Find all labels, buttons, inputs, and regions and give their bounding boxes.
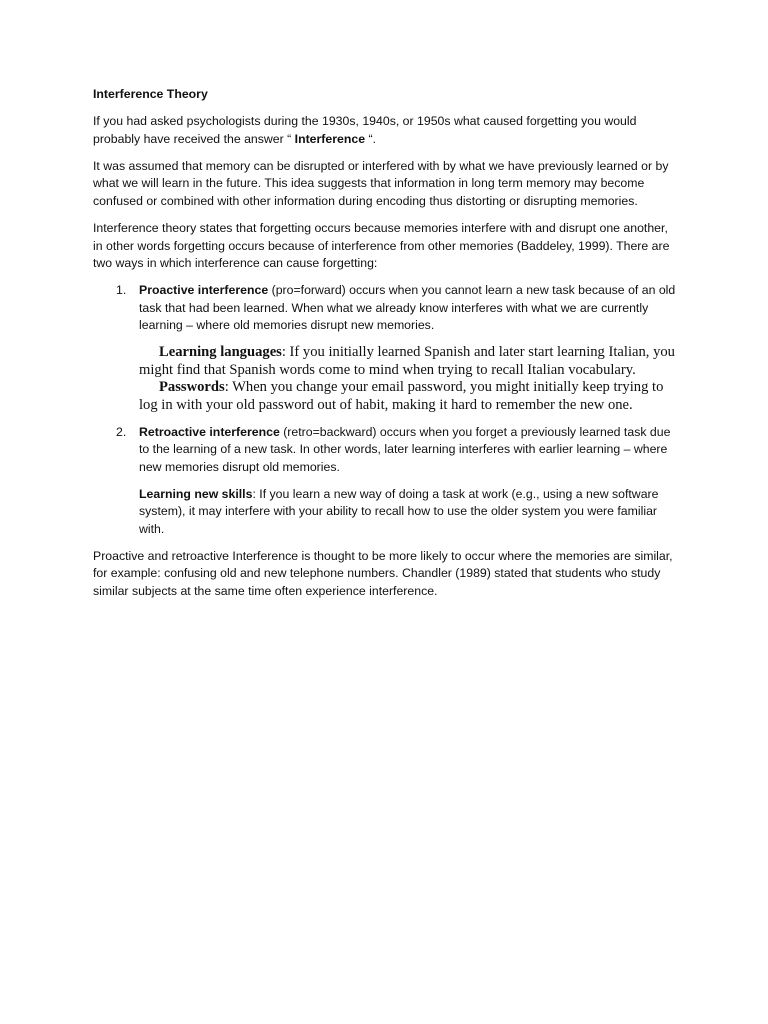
example-text: : If you learn a new way of doing a task at work (e.g., using a new software system), it may interfere with your ability to recall how to use the older system you were familiar with. <box>139 486 659 536</box>
list-number: 1. <box>116 283 127 298</box>
intro-text: If you had asked psychologists during the 1930s, 1940s, or 1950s what caused forgetting you would probably have received the answer “ <box>93 114 637 146</box>
paragraph-assumption: It was assumed that memory can be disrupted or interfered with by what we have previously learned or by what we will learn in the future. This idea suggests that information in long term memory may become confused or combined with other information during encoding thus distorting or disrupting memories. <box>93 158 669 208</box>
list-number: 2. <box>116 424 127 439</box>
example-learning-new-skills <box>139 486 678 539</box>
intro-paragraph <box>93 113 678 148</box>
document-title: Interference Theory <box>93 87 208 101</box>
proactive-examples <box>139 344 678 414</box>
retroactive-text: (retro=backward) occurs when you forget a previously learned task due to the learning of a new task. In other words, later learning interferes with earlier learning – where new memories disrupt old memories. <box>139 424 671 474</box>
retroactive-term: Retroactive interference <box>139 424 280 439</box>
example-passwords <box>139 379 678 414</box>
example-term: Passwords <box>159 379 225 396</box>
intro-bold-term: Interference <box>294 131 366 146</box>
list-item-retroactive <box>93 424 678 539</box>
example-term: Learning new skills <box>139 486 253 501</box>
intro-after: “. <box>365 131 376 146</box>
example-learning-languages <box>139 344 678 379</box>
interference-list <box>93 282 678 538</box>
proactive-text: (pro=forward) occurs when you cannot learn a new task because of an old task that had been learned. When what we already know interferes with what we are currently learning – where old memories disrupt new memories. <box>139 283 676 333</box>
paragraph-theory: Interference theory states that forgetting occurs because memories interfere with and disrupt one another, in other words forgetting occurs because of interference from other memories (Baddeley, 1999). There are two ways in which interference can cause forgetting: <box>93 220 670 271</box>
retroactive-description <box>139 424 678 477</box>
example-text: : If you initially learned Spanish and later start learning Italian, you might find that Spanish words come to mind when trying to recall Italian vocabulary. <box>139 344 675 378</box>
document-page <box>93 86 678 610</box>
list-item-proactive <box>93 282 678 414</box>
proactive-term: Proactive interference <box>139 283 269 298</box>
example-text: : When you change your email password, you might initially keep trying to log in with your old password out of habit, making it hard to remember the new one. <box>139 379 664 413</box>
example-term: Learning languages <box>159 344 282 361</box>
proactive-description <box>139 282 678 335</box>
closing-paragraph: Proactive and retroactive Interference is thought to be more likely to occur where the memories are similar, for example: confusing old and new telephone numbers. Chandler (1989) stated that students who study similar subjects at the same time often experience interference. <box>93 548 673 599</box>
